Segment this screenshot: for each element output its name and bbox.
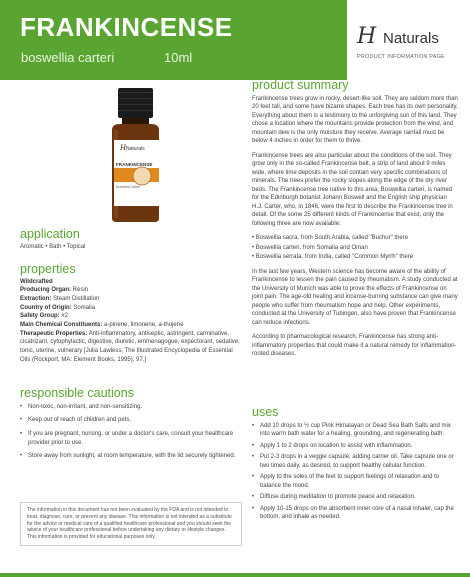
property-line: [20, 304, 242, 313]
bottom-rule: [0, 573, 470, 577]
application-section: [20, 228, 242, 251]
property-value: Resin: [71, 287, 89, 294]
property-label: Producing Organ:: [20, 287, 71, 294]
page-header: [0, 0, 470, 80]
cautions-section: [20, 387, 242, 466]
product-bottle-image: [98, 84, 173, 224]
property-line: [20, 295, 242, 304]
uses-heading: uses: [252, 405, 279, 419]
property-label: Country of Origin:: [20, 304, 72, 311]
properties-heading: properties: [20, 262, 76, 276]
property-line: [20, 278, 242, 287]
caution-item: • Store away from sunlight, at room temperature, with the lid securely tightened.: [20, 452, 242, 461]
species-item: • Boswellia carteri, from Somalia and Oman: [252, 244, 368, 251]
product-title: FRANKINCENSE: [20, 12, 233, 42]
species-item: • Boswellia sacra, from South Arabia, called "Buchur" there: [252, 235, 409, 242]
cautions-heading: responsible cautions: [20, 386, 134, 400]
property-label: Safety Group:: [20, 313, 60, 320]
logo-word: Naturals: [383, 30, 439, 47]
caution-item: • Keep out of reach of children and pets.: [20, 416, 242, 425]
use-item: • Apply to the soles of the feet to support feelings of relaxation and to balance the mood.: [252, 473, 458, 490]
summary-section: [252, 79, 458, 365]
property-line: [20, 321, 242, 330]
disclaimer-box: The information in this document has not been evaluated by the FDA and is not intended to treat, diagnose, cure, or prevent any disease. This information is not intended as a substitute for the advice or medical care of a qualified healthcare professional and you should seek the advice of your healthcare professional before undertaking any dietary or lifestyle changes. This information is provided for educational purposes only.: [20, 502, 242, 546]
header-band: [0, 0, 347, 80]
bottle-label-name: FRANKINCENSE: [116, 162, 153, 167]
property-line: [20, 286, 242, 295]
summary-paragraph: Frankincense trees grow in rocky, desert-like soil. They are seldom more than 20 feet tall, and some have bizarre shapes. Each tree has its own personality. Everything about them is a testimony to the unforgiving sun of this land. They chose a location where the mountains provide protection from the wind, and mountain dew is the only moisture they receive. Average rainfall must be below 4 inches in order for them to thrive.: [252, 95, 458, 145]
summary-paragraph: According to pharmacological research, Frankincense has strong anti-inflammatory properties that could make it a natural remedy for inflammation-rooted diseases.: [252, 334, 457, 358]
latin-name: boswellia carteri: [21, 50, 115, 65]
property-line: [20, 330, 242, 365]
summary-paragraph: In the last few years, Western science has become aware of the ability of Frankincense to lessen the pain caused by rheumatism. A study conducted at the University of Munich was able to prove the effects of Frankincense on joint pain. The age-old healing and incense-burning substance can give many people who suffer from rheumatism hope and help. Other experiments, conducted at the University of Tubingen, also have proven that Frankincense can reduce infections.: [252, 268, 458, 326]
summary-heading: product summary: [252, 78, 349, 92]
property-value: Steam Distillation: [51, 295, 100, 302]
property-label: Wildcrafted: [20, 278, 53, 285]
properties-section: [20, 263, 242, 364]
use-item: • Put 2-3 drops in a veggie capsule, adding carrier oil. Take capsule one or two times daily, as desired, to support healthy cellular function.: [252, 453, 458, 470]
use-item: • Apply 10-15 drops on the absorbent inner core of a nasal inhaler, cap the bottom, and inhale as needed.: [252, 505, 458, 522]
bottle-sublabel: Boswellia Carteri: [116, 185, 140, 189]
bottle-brand: Naturals: [126, 146, 145, 152]
use-item: • Add 10 drops to ½ cup Pink Himalayan or Dead Sea Bath Salts and mix into warm bath water for a healing, grounding, and regenerating bath.: [252, 422, 458, 439]
svg-text:H: H: [120, 144, 127, 152]
product-size: 10ml: [164, 50, 193, 65]
property-label: Main Chemical Constituents:: [20, 321, 103, 328]
logo-mark: H: [357, 24, 377, 49]
property-line: [20, 312, 242, 321]
property-value: a-pinene, limonene, a-thujene: [102, 321, 184, 328]
property-label: Extraction:: [20, 295, 52, 302]
caution-item: • If you are pregnant, nursing, or under a doctor's care, consult your healthcare provider prior to use.: [20, 430, 242, 447]
property-value: Anti-inflammatory, antiseptic, astringent, carminative, cicatrizant, cytophylactic, digestive, diuretic, emmenagogue, expectorant, sedative, tonic, uterine, vulnerary [Julia Lawless, The Illustrated Encyclopedia of Essential Oils (Rockport, MA: Element Books, 1995), 97.]: [20, 330, 240, 363]
property-value: Somalia: [71, 304, 96, 311]
brand-logo: [357, 24, 467, 70]
property-value: #2: [59, 313, 69, 320]
caution-item: • Non-toxic, non-irritant, and non-sensitizing.: [20, 403, 242, 412]
property-label: Therapeutic Properties:: [20, 330, 88, 337]
use-item: • Apply 1 to 2 drops on location to assist with inflammation.: [252, 442, 458, 451]
application-text: Aromatic • Bath • Topical: [20, 243, 86, 250]
uses-section: [252, 406, 458, 525]
logo-subtitle: PRODUCT INFORMATION PAGE: [357, 54, 445, 60]
summary-paragraph: Frankincense trees are also particular about the conditions of the soil. They grow only in the so-called Frankincense belt, a strip of land about 9 miles wide, where lime deposits in the soil contain very specific combinations of minerals. The trees prefer the rocky slopes along the edge of the dry river beds. The Frankincense tree native to this area, Boswellia carteri, is named for the Edinburgh botanist Johann Boswell and the English ship physician H.J. Carter, who, in 1846, were the first to describe the Frankincense tree in detail. Of the some 25 different kinds of Frankincense that exist, only the following three are now available:: [252, 152, 453, 227]
properties-list: [20, 278, 242, 365]
application-heading: application: [20, 227, 80, 241]
use-item: • Diffuse during meditation to promote peace and relaxation.: [252, 493, 458, 502]
species-item: • Boswellia serrata, from India, called "Common Myrrh" there: [252, 254, 414, 261]
